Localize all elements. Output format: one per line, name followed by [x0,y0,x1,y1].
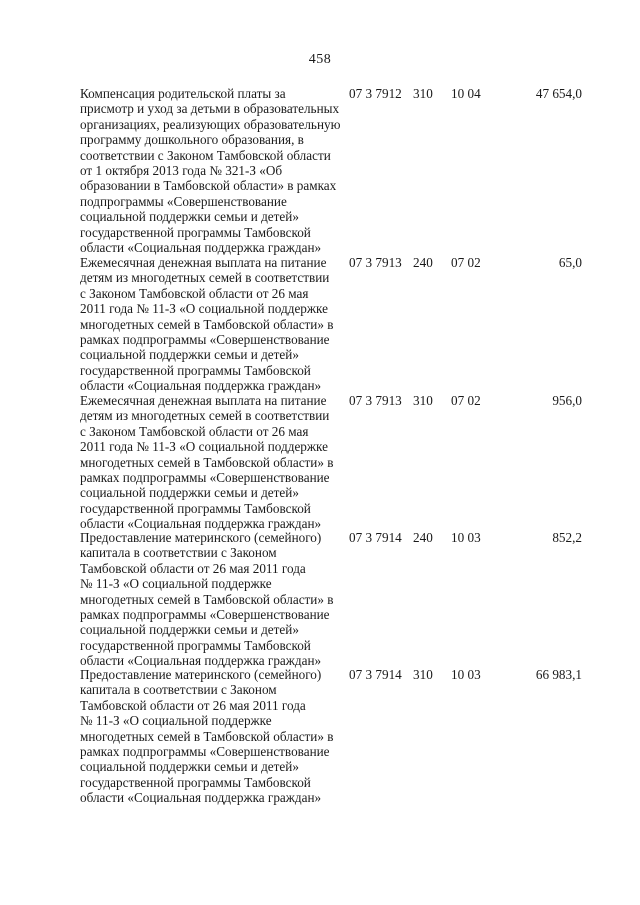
row-description: Предоставление материнского (семейного) капитала в соответствии с Законом Тамбовской области от 26 мая 2011 года № 11-З «О социальной поддержке многодетных семей в Тамбовской области» в рамках подпрограммы «Совершенствование социальной поддержки семьи и детей» государственной программы Тамбовской области «Социальная поддержка граждан» [80,530,334,669]
section-code: 07 02 [451,255,481,270]
section-code: 10 03 [451,667,481,682]
amount-value: 47 654,0 [535,86,582,101]
target-code: 07 3 7912 [349,86,402,101]
row-description: Предоставление материнского (семейного) капитала в соответствии с Законом Тамбовской области от 26 мая 2011 года № 11-З «О социальной поддержке многодетных семей в Тамбовской области» в рамках подпрограммы «Совершенствование социальной поддержки семьи и детей» государственной программы Тамбовской области «Социальная поддержка граждан» [80,667,334,806]
target-code: 07 3 7914 [349,667,402,682]
expense-type-code: 240 [413,530,433,545]
expense-type-code: 310 [413,86,433,101]
expense-type-code: 310 [413,667,433,682]
target-code: 07 3 7913 [349,255,402,270]
expense-type-code: 310 [413,393,433,408]
amount-value: 852,2 [552,530,582,545]
row-description: Ежемесячная денежная выплата на питание детям из многодетных семей в соответствии с Законом Тамбовской области от 26 мая 2011 года № 11-З «О социальной поддержке многодетных семей в Тамбовской области» в рамках подпрограммы «Совершенствование социальной поддержки семьи и детей» государственной программы Тамбовской области «Социальная поддержка граждан» [80,255,334,394]
target-code: 07 3 7914 [349,530,402,545]
section-code: 07 02 [451,393,481,408]
row-description: Компенсация родительской платы за присмотр и уход за детьми в образовательных организациях, реализующих образовательную программу дошкольного образования, в соответствии с Законом Тамбовской области от 1 октября 2013 года № 321-З «Об образовании в Тамбовской области» в рамках подпрограммы «Совершенствование социальной поддержки семьи и детей» государственной программы Тамбовской области «Социальная поддержка граждан» [80,86,341,256]
section-code: 10 03 [451,530,481,545]
row-description: Ежемесячная денежная выплата на питание детям из многодетных семей в соответствии с Законом Тамбовской области от 26 мая 2011 года № 11-З «О социальной поддержке многодетных семей в Тамбовской области» в рамках подпрограммы «Совершенствование социальной поддержки семьи и детей» государственной программы Тамбовской области «Социальная поддержка граждан» [80,393,334,532]
amount-value: 65,0 [558,255,582,270]
amount-value: 66 983,1 [535,667,582,682]
section-code: 10 04 [451,86,481,101]
amount-value: 956,0 [552,393,582,408]
expense-type-code: 240 [413,255,433,270]
target-code: 07 3 7913 [349,393,402,408]
page-number: 458 [308,52,332,67]
